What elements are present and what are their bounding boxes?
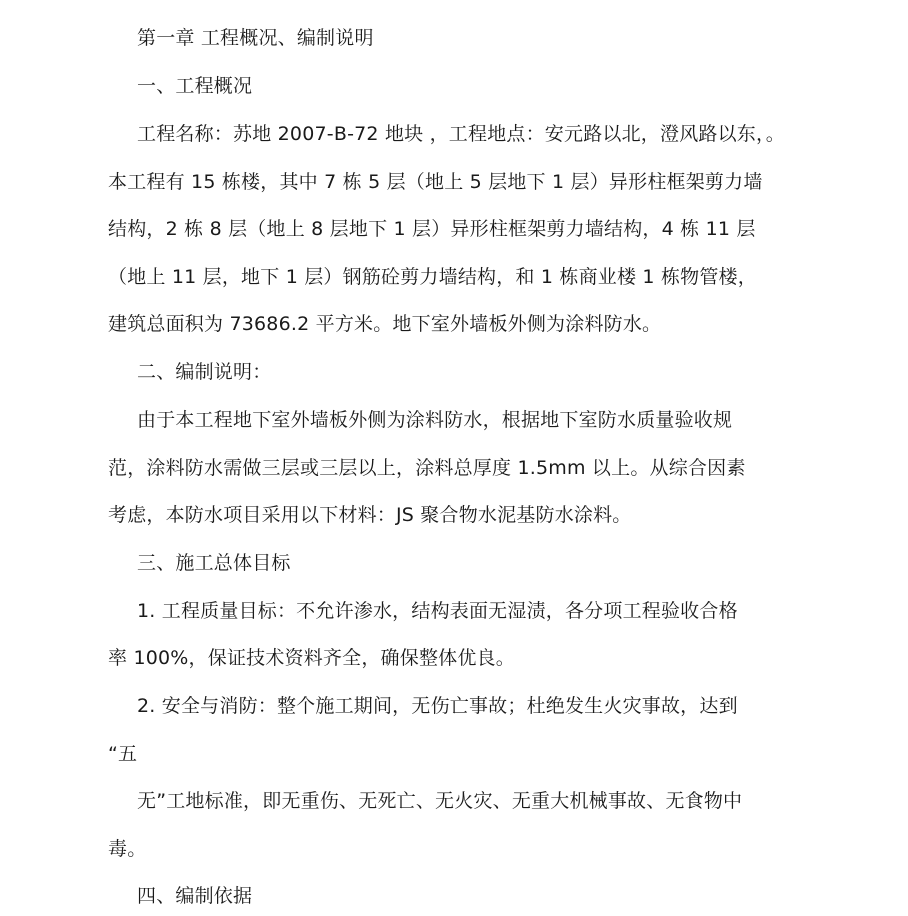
paragraph-line: 建筑总面积为 73686.2 平方米。地下室外墙板外侧为涂料防水。	[108, 313, 662, 335]
paragraph-line: “五	[108, 743, 138, 765]
section-heading-goals: 三、施工总体目标	[137, 552, 291, 574]
paragraph-line: 由于本工程地下室外墙板外侧为涂料防水，根据地下室防水质量验收规	[137, 409, 733, 431]
paragraph-line: 范，涂料防水需做三层或三层以上，涂料总厚度 1.5mm 以上。从综合因素	[108, 457, 746, 479]
paragraph-line: 无”工地标准，即无重伤、无死亡、无火灾、无重大机械事故、无食物中	[137, 790, 743, 812]
paragraph-line: 2. 安全与消防：整个施工期间，无伤亡事故；杜绝发生火灾事故，达到	[137, 695, 738, 717]
paragraph-line: 工程名称：苏地 2007-B-72 地块 ，工程地点：安元路以北，澄风路以东，。	[137, 123, 785, 145]
section-heading-notes: 二、编制说明：	[137, 361, 272, 383]
paragraph-line: 率 100%，保证技术资料齐全，确保整体优良。	[108, 647, 515, 669]
paragraph-line: 结构，2 栋 8 层（地上 8 层地下 1 层）异形柱框架剪力墙结构，4 栋 11 层	[108, 218, 756, 240]
paragraph-line: 本工程有 15 栋楼，其中 7 栋 5 层（地上 5 层地下 1 层）异形柱框架剪力墙	[108, 171, 763, 193]
paragraph-line: （地上 11 层，地下 1 层）钢筋砼剪力墙结构，和 1 栋商业楼 1 栋物管楼，	[108, 266, 757, 288]
paragraph-line: 考虑，本防水项目采用以下材料：JS 聚合物水泥基防水涂料。	[108, 504, 632, 526]
paragraph-line: 1. 工程质量目标：不允许渗水，结构表面无湿渍，各分项工程验收合格	[137, 600, 738, 622]
section-heading-overview: 一、工程概况	[137, 75, 253, 97]
paragraph-line: 毒。	[108, 838, 147, 860]
chapter-title: 第一章 工程概况、编制说明	[137, 27, 374, 49]
section-heading-basis: 四、编制依据	[137, 885, 253, 907]
